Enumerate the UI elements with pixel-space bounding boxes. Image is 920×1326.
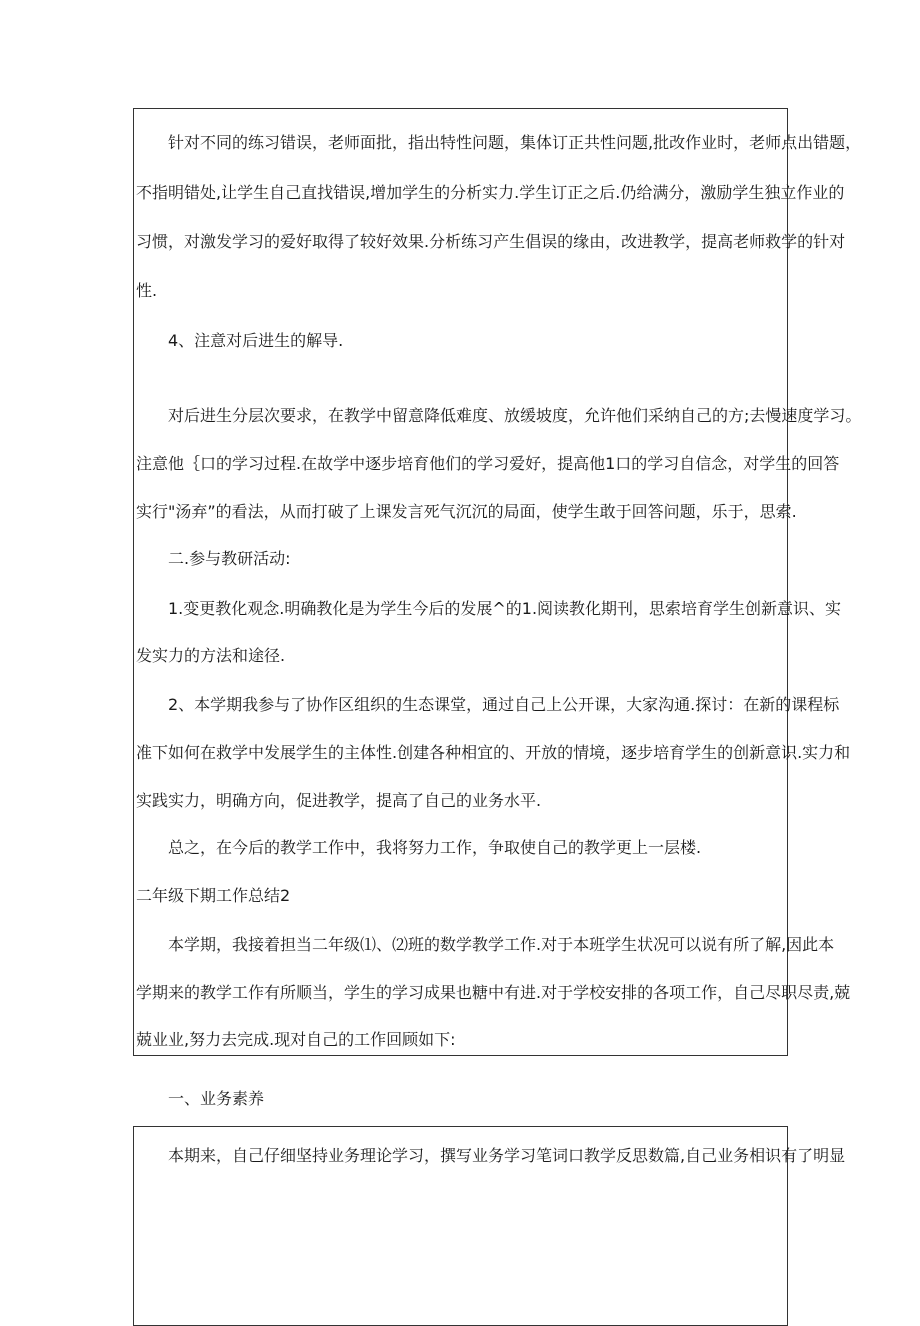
paragraph-line: 准下如何在救学中发展学生的主体性.创建各种相宜的、开放的情境，逐步培育学生的创新意识.实力和 xyxy=(136,743,851,762)
document-subtitle: 二年级下期工作总结2 xyxy=(136,886,291,905)
paragraph-line: 1.变更教化观念.明确教化是为学生今后的发展^的1.阅读教化期刊，思索培育学生创新意识、实 xyxy=(168,599,842,618)
paragraph-line: 注意他｛口的学习过程.在故学中逐步培育他们的学习爱好，提高他1口的学习自信念，对学生的回答 xyxy=(136,454,840,473)
paragraph-line: 不指明错处,让学生自己直找错误,增加学生的分析实力.学生订正之后.仍给满分，激励学生独立作业的 xyxy=(136,183,845,202)
paragraph-line: 对后进生分层次要求，在教学中留意降低难度、放缓坡度，允许他们采纳自己的方;去慢速度学习。 xyxy=(168,406,862,425)
section-heading: 4、注意对后进生的解导. xyxy=(168,331,344,350)
paragraph-line: 发实力的方法和途径. xyxy=(136,646,286,665)
section-heading: 二.参与教研活动: xyxy=(168,549,291,568)
paragraph-line: 本期来，自己仔细坚持业务理论学习，撰写业务学习笔词口教学反思数篇,自己业务相识有了明显 xyxy=(168,1146,846,1165)
paragraph-line: 2、本学期我参与了协作区组织的生态课堂，通过自己上公开课，大家沟通.探讨：在新的课程标 xyxy=(168,695,840,714)
paragraph-line: 本学期，我接着担当二年级⑴、⑵班的数学教学工作.对于本班学生状况可以说有所了解,因此本 xyxy=(168,935,835,954)
paragraph-line: 性. xyxy=(136,281,158,300)
paragraph-line: 总之，在今后的教学工作中，我将努力工作，争取使自己的教学更上一层楼. xyxy=(168,838,702,857)
paragraph-line: 实行"汤弃”的看法，从而打破了上课发言死气沉沉的局面，使学生敢于回答问题，乐于，思索. xyxy=(136,502,797,521)
paragraph-line: 学期来的教学工作有所顺当，学生的学习成果也糖中有进.对于学校安排的各项工作，自己尽职尽责,兢 xyxy=(136,983,851,1002)
paragraph-line: 针对不同的练习错误，老师面批，指出特性问题，集体订正共性问题,批改作业时，老师点出错题， xyxy=(168,133,862,152)
section-heading: 一、业务素养 xyxy=(168,1089,265,1108)
paragraph-line: 实践实力，明确方向，促进教学，提高了自己的业务水平. xyxy=(136,791,542,810)
paragraph-line: 习惯，对激发学习的爱好取得了较好效果.分析练习产生倡误的缘由，改进教学，提高老师救学的针对 xyxy=(136,232,846,251)
paragraph-line: 兢业业,努力去完成.现对自己的工作回顾如下: xyxy=(136,1030,456,1049)
